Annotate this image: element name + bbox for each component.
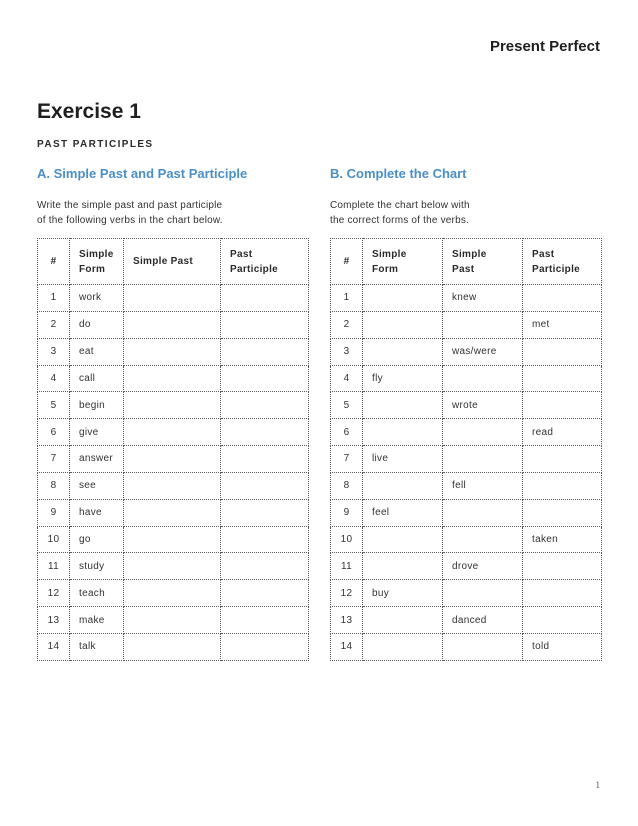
row-number-cell: 8 [38, 472, 70, 499]
table-cell [221, 419, 309, 446]
row-number-cell: 11 [38, 553, 70, 580]
table-row [331, 338, 602, 365]
table-cell: live [363, 446, 443, 473]
table-row [38, 472, 309, 499]
column-header: Simple Form [70, 239, 124, 285]
table-cell: told [523, 633, 602, 660]
table-cell: met [523, 311, 602, 338]
table-cell [523, 607, 602, 634]
row-number-cell: 12 [38, 580, 70, 607]
table-row [331, 285, 602, 312]
table-cell [124, 607, 221, 634]
row-number-cell: 2 [38, 311, 70, 338]
table-cell [124, 285, 221, 312]
exercise-title: Exercise 1 [37, 100, 141, 123]
table-cell [124, 472, 221, 499]
instruction-line: of the following verbs in the chart below. [37, 215, 223, 226]
table-cell [124, 499, 221, 526]
table-row [38, 633, 309, 660]
row-number-cell: 7 [38, 446, 70, 473]
table-cell [363, 553, 443, 580]
table-cell: begin [70, 392, 124, 419]
table-cell [443, 311, 523, 338]
table-row [331, 419, 602, 446]
table-row [38, 446, 309, 473]
table-cell [363, 338, 443, 365]
table-cell [523, 285, 602, 312]
document-header-title: Present Perfect [489, 38, 600, 55]
table-cell [363, 607, 443, 634]
instruction-line: Write the simple past and past participle [37, 200, 223, 211]
row-number-cell: 6 [331, 419, 363, 446]
table-cell: make [70, 607, 124, 634]
row-number-cell: 14 [331, 633, 363, 660]
table-cell [443, 580, 523, 607]
table-header-row [38, 239, 309, 285]
table-row [331, 526, 602, 553]
row-number-cell: 4 [38, 365, 70, 392]
table-cell: wrote [443, 392, 523, 419]
table-cell: talk [70, 633, 124, 660]
table-cell [443, 446, 523, 473]
table-row [331, 553, 602, 580]
table-cell: feel [363, 499, 443, 526]
row-number-cell: 9 [331, 499, 363, 526]
table-cell [523, 392, 602, 419]
table-cell [221, 633, 309, 660]
instruction-line: Complete the chart below with [330, 200, 470, 211]
table-cell [124, 419, 221, 446]
exercise-subheading: PAST PARTICIPLES [37, 139, 154, 150]
section-a-table [37, 238, 309, 661]
table-cell [221, 392, 309, 419]
table-row [38, 499, 309, 526]
table-row [38, 392, 309, 419]
section-a [37, 166, 308, 653]
table-row [38, 580, 309, 607]
table-cell [221, 338, 309, 365]
row-number-cell: 5 [38, 392, 70, 419]
page-number: 1 [595, 780, 600, 790]
section-b-table [330, 238, 602, 661]
table-cell [221, 553, 309, 580]
section-a-instructions [37, 198, 308, 228]
section-a-title: A. Simple Past and Past Participle [37, 166, 248, 181]
table-cell [221, 580, 309, 607]
table-cell: study [70, 553, 124, 580]
table-cell: have [70, 499, 124, 526]
table-cell [221, 472, 309, 499]
table-cell [221, 499, 309, 526]
row-number-cell: 4 [331, 365, 363, 392]
table-cell [363, 285, 443, 312]
table-cell [363, 392, 443, 419]
row-number-cell: 3 [38, 338, 70, 365]
table-row [331, 633, 602, 660]
table-row [38, 419, 309, 446]
row-number-cell: 12 [331, 580, 363, 607]
table-cell [363, 526, 443, 553]
table-cell [221, 365, 309, 392]
row-number-cell: 2 [331, 311, 363, 338]
table-cell [124, 392, 221, 419]
table-cell [124, 311, 221, 338]
table-cell [523, 499, 602, 526]
table-cell: taken [523, 526, 602, 553]
table-header-row [331, 239, 602, 285]
row-number-cell: 7 [331, 446, 363, 473]
table-cell: answer [70, 446, 124, 473]
table-cell [124, 338, 221, 365]
table-cell [221, 311, 309, 338]
table-row [331, 607, 602, 634]
table-cell: drove [443, 553, 523, 580]
table-cell [124, 580, 221, 607]
table-row [38, 338, 309, 365]
table-cell: was/were [443, 338, 523, 365]
table-cell [221, 526, 309, 553]
row-number-cell: 8 [331, 472, 363, 499]
table-cell [523, 338, 602, 365]
row-number-cell: 10 [331, 526, 363, 553]
table-cell: fell [443, 472, 523, 499]
table-cell [443, 526, 523, 553]
table-row [331, 446, 602, 473]
table-row [331, 311, 602, 338]
table-cell: work [70, 285, 124, 312]
table-row [331, 392, 602, 419]
table-cell: danced [443, 607, 523, 634]
table-cell: call [70, 365, 124, 392]
row-number-cell: 10 [38, 526, 70, 553]
table-row [331, 499, 602, 526]
table-row [38, 553, 309, 580]
table-cell: fly [363, 365, 443, 392]
table-cell: eat [70, 338, 124, 365]
table-cell [124, 526, 221, 553]
table-cell [443, 633, 523, 660]
table-cell [523, 446, 602, 473]
column-header: Past Participle [221, 239, 309, 285]
table-cell [523, 580, 602, 607]
table-cell [363, 419, 443, 446]
table-cell [363, 311, 443, 338]
row-number-cell: 14 [38, 633, 70, 660]
table-row [38, 526, 309, 553]
table-cell [523, 553, 602, 580]
table-row [331, 472, 602, 499]
row-number-cell: 3 [331, 338, 363, 365]
column-header: # [38, 239, 70, 285]
column-header: Simple Past [124, 239, 221, 285]
table-row [38, 311, 309, 338]
table-cell [443, 365, 523, 392]
row-number-cell: 6 [38, 419, 70, 446]
table-cell [523, 472, 602, 499]
table-cell [443, 419, 523, 446]
row-number-cell: 13 [331, 607, 363, 634]
table-cell [124, 446, 221, 473]
table-cell: do [70, 311, 124, 338]
instruction-line: the correct forms of the verbs. [330, 215, 470, 226]
column-header: # [331, 239, 363, 285]
table-cell: buy [363, 580, 443, 607]
column-header: Simple Past [443, 239, 523, 285]
table-cell [124, 633, 221, 660]
table-cell [221, 285, 309, 312]
table-row [331, 580, 602, 607]
table-cell [443, 499, 523, 526]
table-row [38, 285, 309, 312]
row-number-cell: 9 [38, 499, 70, 526]
table-cell [363, 472, 443, 499]
table-cell [221, 607, 309, 634]
table-cell: teach [70, 580, 124, 607]
table-row [38, 365, 309, 392]
table-row [331, 365, 602, 392]
column-header: Past Participle [523, 239, 602, 285]
table-cell [221, 446, 309, 473]
section-b-title: B. Complete the Chart [330, 166, 467, 181]
row-number-cell: 11 [331, 553, 363, 580]
row-number-cell: 1 [331, 285, 363, 312]
section-b [330, 166, 601, 653]
row-number-cell: 1 [38, 285, 70, 312]
table-cell: read [523, 419, 602, 446]
table-cell: see [70, 472, 124, 499]
table-cell: knew [443, 285, 523, 312]
row-number-cell: 5 [331, 392, 363, 419]
table-cell: go [70, 526, 124, 553]
row-number-cell: 13 [38, 607, 70, 634]
table-row [38, 607, 309, 634]
table-cell [363, 633, 443, 660]
table-cell [523, 365, 602, 392]
table-cell [124, 365, 221, 392]
column-header: Simple Form [363, 239, 443, 285]
section-b-instructions [330, 198, 601, 228]
table-cell [124, 553, 221, 580]
table-cell: give [70, 419, 124, 446]
